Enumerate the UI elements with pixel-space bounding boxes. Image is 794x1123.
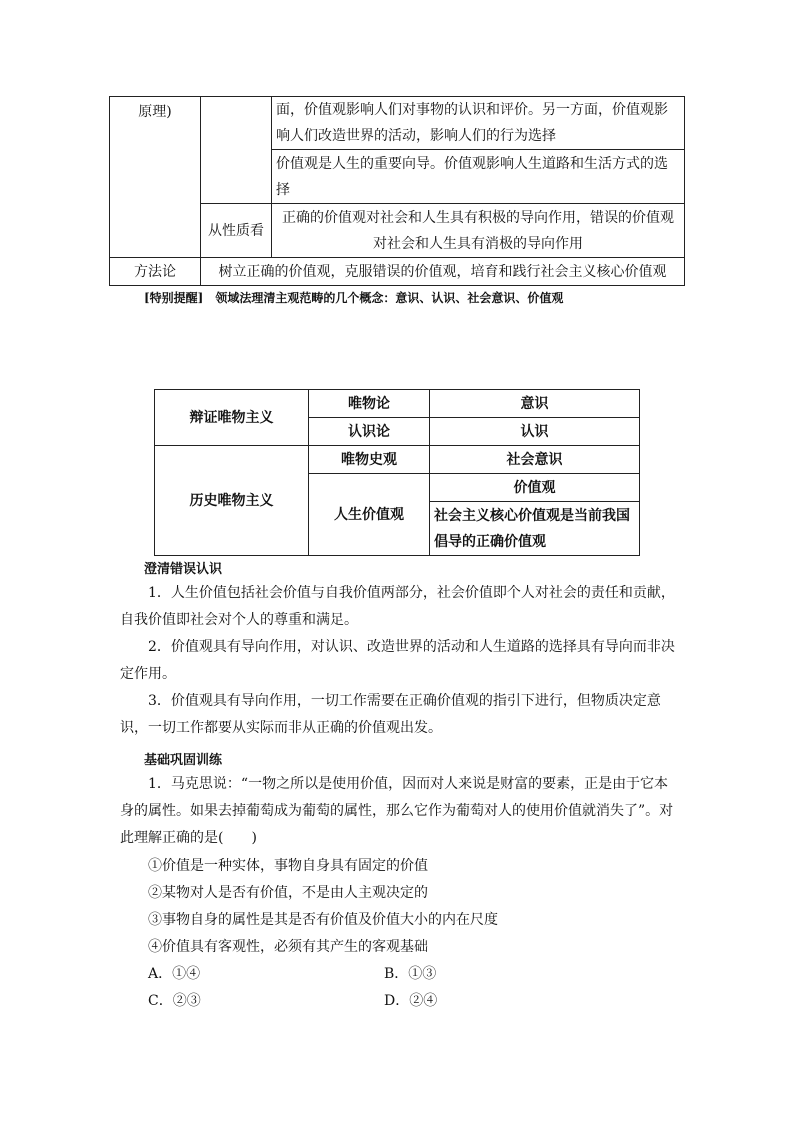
cell-epistemology: 认识论: [309, 418, 430, 446]
statement-3: ③事物自身的属性是其是否有价值及价值大小的内在尺度: [148, 912, 498, 928]
cell-core-values: 社会主义核心价值观是当前我国倡导的正确价值观: [430, 502, 640, 556]
cell-life-guide: 价值观是人生的重要向导。价值观影响人生道路和生活方式的选择: [272, 150, 685, 204]
section-title-errors: 澄清错误认识: [144, 562, 223, 577]
cell-historical: 历史唯物主义: [155, 446, 309, 556]
error-item-2: 2．价值观具有导向作用，对认识、改造世界的活动和人生道路的选择具有导向而非决定作用。: [120, 639, 675, 682]
question-1: 1．马克思说：“一物之所以是使用价值，因而对人来说是财富的要素，正是由于它本身的属性。如果去掉葡萄成为葡萄的属性，那么它作为葡萄对人的使用价值就消失了”。对此理解正确的是( ): [120, 776, 674, 846]
cell-dialectical: 辩证唯物主义: [155, 390, 309, 446]
cell-materialism: 唯物论: [309, 390, 430, 418]
option-d[interactable]: D．②④: [384, 993, 438, 1009]
cell-social-consciousness: 社会意识: [430, 446, 640, 474]
principle-table: [109, 96, 685, 286]
option-b[interactable]: B．①③: [384, 966, 437, 982]
statement-1: ①价值是一种实体，事物自身具有固定的价值: [148, 858, 428, 874]
cell-principle: 原理): [110, 97, 201, 258]
cell-values: 价值观: [430, 474, 640, 502]
cell-methodology: 方法论: [110, 258, 201, 286]
cell-historical-view: 唯物史观: [309, 446, 430, 474]
statement-2: ②某物对人是否有价值，不是由人主观决定的: [148, 885, 428, 901]
cell-consciousness: 意识: [430, 390, 640, 418]
option-a[interactable]: A．①④: [148, 966, 201, 982]
concept-table: [154, 389, 640, 556]
statement-4: ④价值具有客观性，必须有其产生的客观基础: [148, 939, 428, 955]
section-title-practice: 基础巩固训练: [144, 753, 223, 768]
error-item-3: 3．价值观具有导向作用，一切工作需要在正确价值观的指引下进行，但物质决定意识，一切工作都要从实际而非从正确的价值观出发。: [120, 693, 661, 736]
special-note: [特别提醒] 领域法理清主观范畴的几个概念：意识、认识、社会意识、价值观: [144, 291, 564, 305]
cell-empty: [201, 97, 272, 204]
cell-influence: 面，价值观影响人们对事物的认识和评价。另一方面，价值观影响人们改造世界的活动，影响人们的行为选择: [272, 97, 685, 150]
option-c[interactable]: C．②③: [148, 993, 201, 1009]
cell-nature-text: 正确的价值观对社会和人生具有积极的导向作用，错误的价值观对社会和人生具有消极的导向作用: [272, 204, 685, 258]
cell-methodology-text: 树立正确的价值观，克服错误的价值观，培育和践行社会主义核心价值观: [201, 258, 685, 286]
cell-nature: 从性质看: [201, 204, 272, 258]
cell-life-value: 人生价值观: [309, 474, 430, 556]
error-item-1: 1．人生价值包括社会价值与自我价值两部分，社会价值即个人对社会的责任和贡献，自我价值即社会对个人的尊重和满足。: [120, 585, 675, 628]
cell-cognition: 认识: [430, 418, 640, 446]
